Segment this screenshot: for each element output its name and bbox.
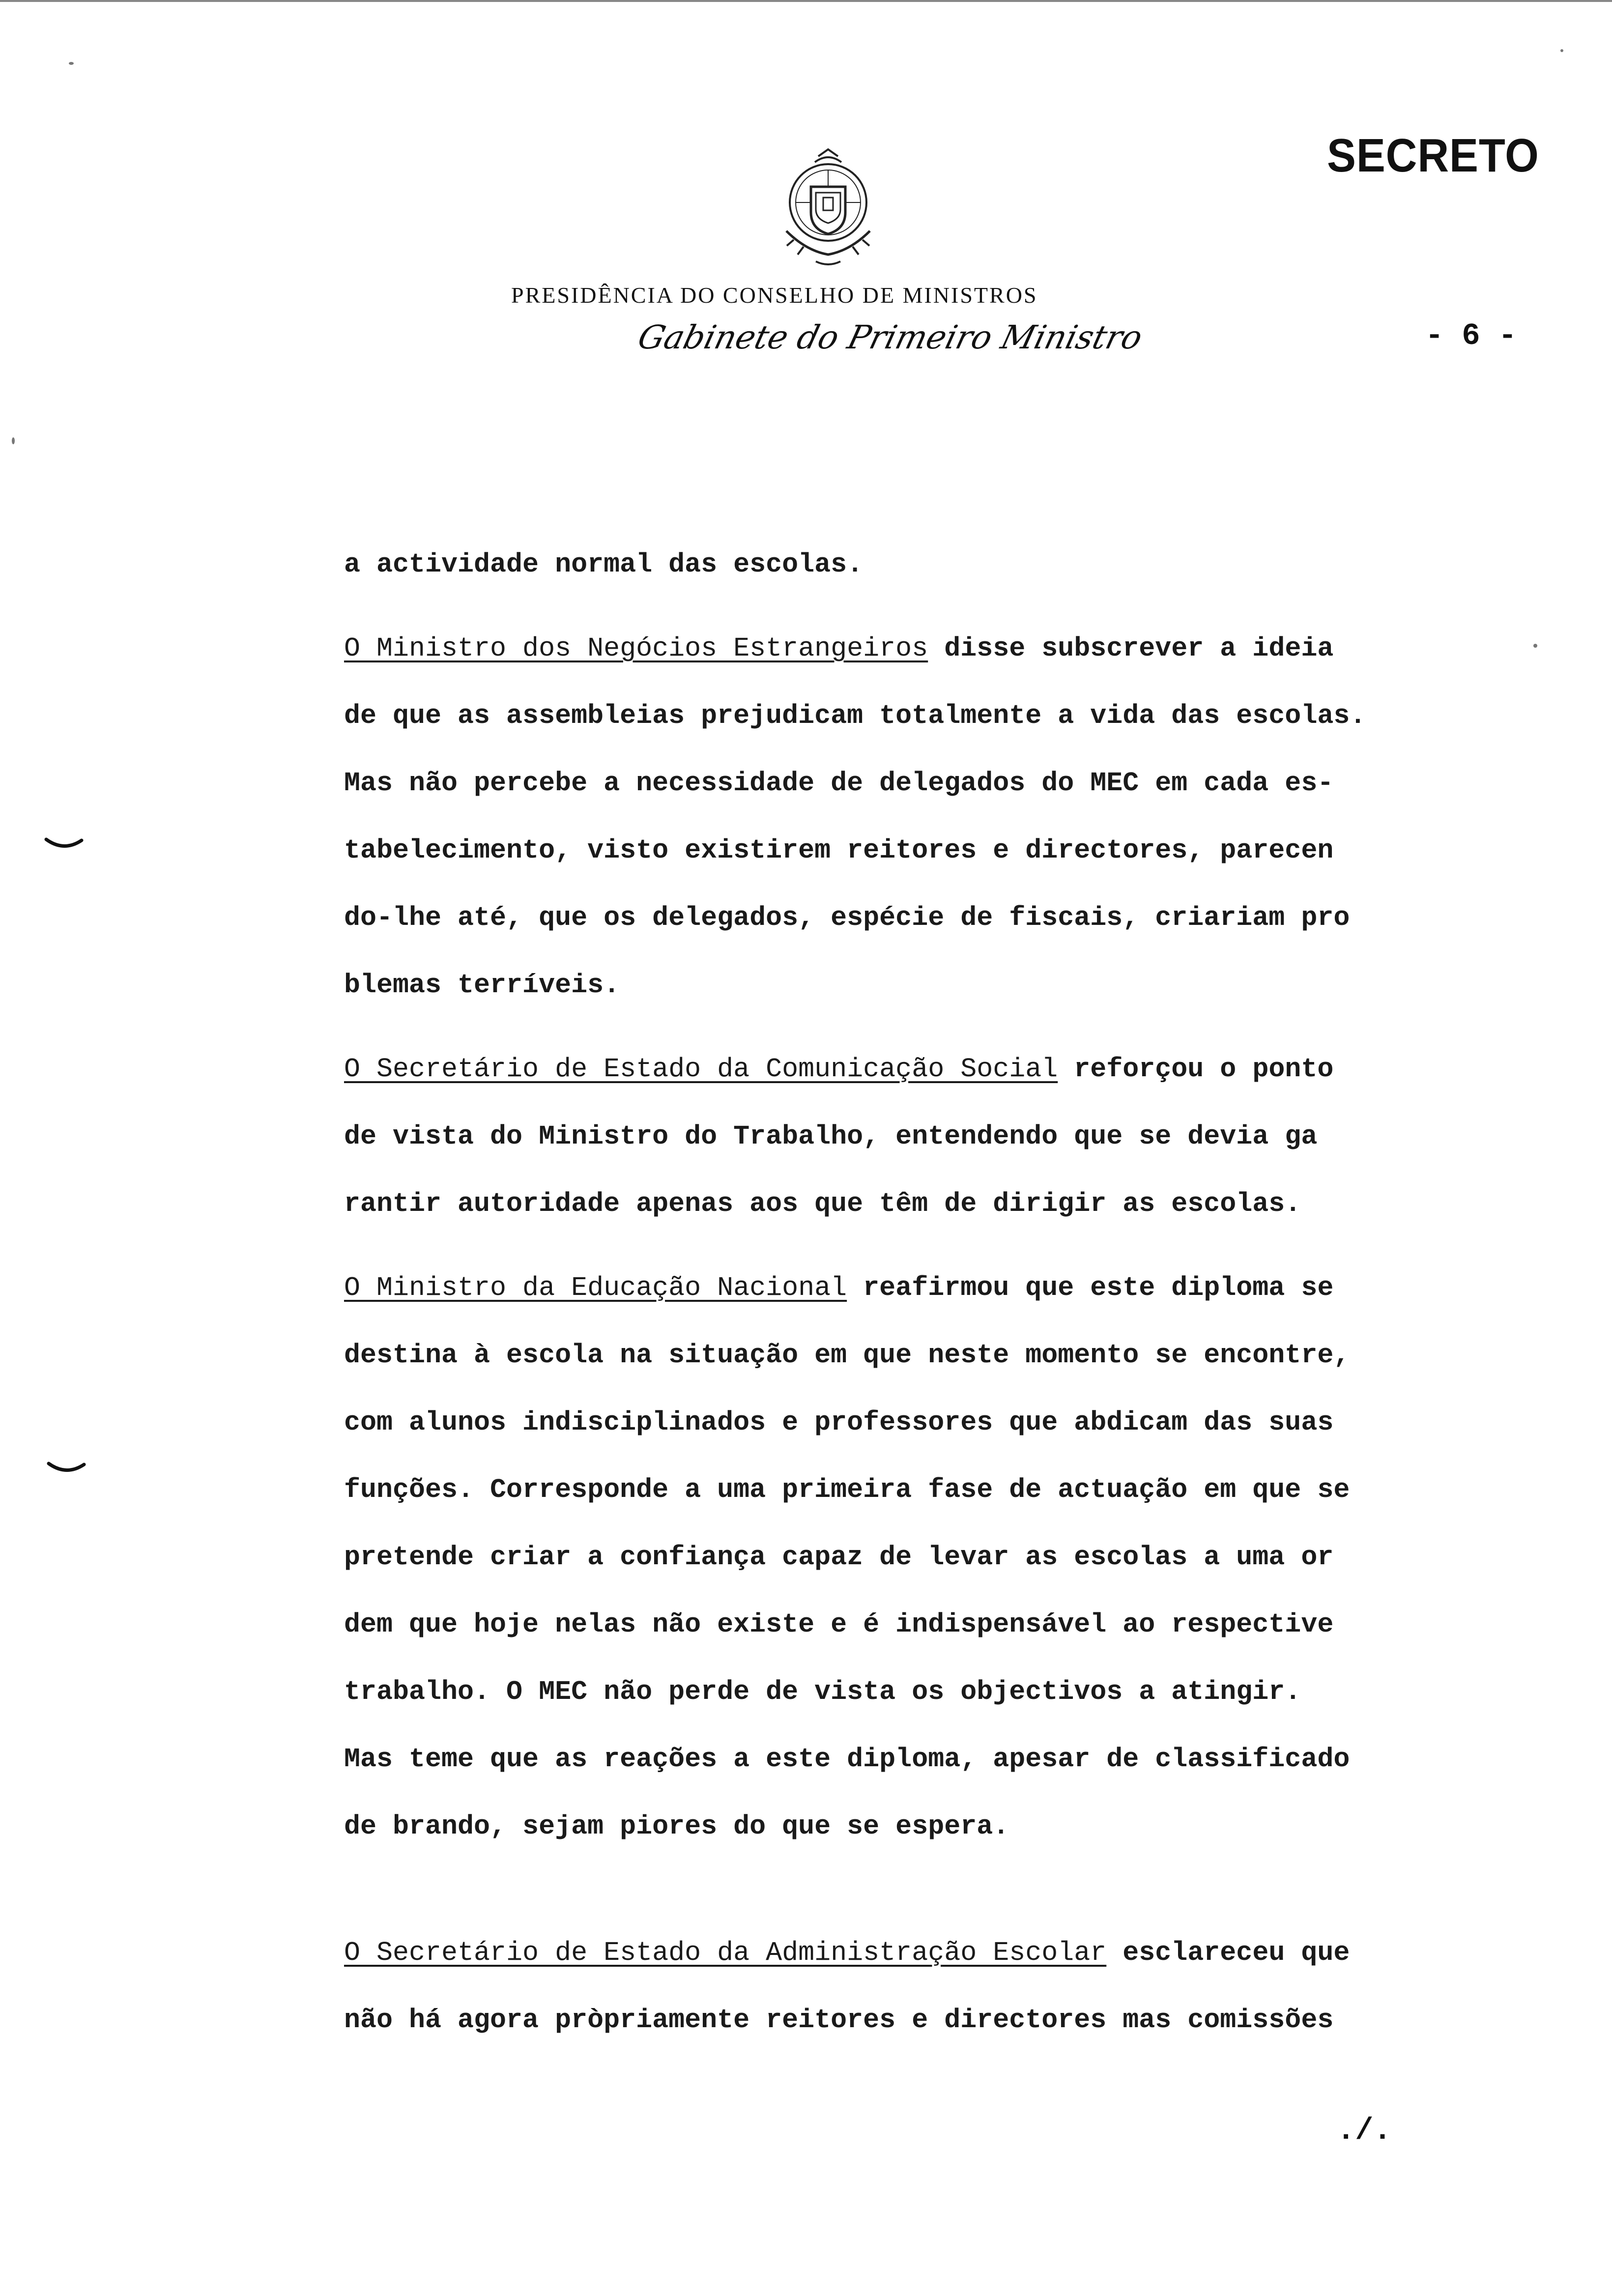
speaker-name: O Secretário de Estado da Comunicação Social — [344, 1054, 1058, 1085]
office-title: PRESIDÊNCIA DO CONSELHO DE MINISTROS — [511, 283, 1038, 308]
speaker-name: O Ministro da Educação Nacional — [344, 1272, 847, 1303]
text-line — [344, 1919, 1494, 1986]
text-line: pretende criar a confiança capaz de levar as escolas a uma or — [344, 1542, 1334, 1573]
paragraph-social-communication — [344, 1035, 1494, 1237]
paragraph-school-administration — [344, 1919, 1494, 2054]
margin-punch-mark — [44, 835, 84, 855]
text-line: de brando, sejam piores do que se espera. — [344, 1811, 1009, 1842]
text-line: tabelecimento, visto existirem reitores e directores, parecen — [344, 835, 1334, 866]
text-line: blemas terríveis. — [344, 970, 620, 1001]
text-line: trabalho. O MEC não perde de vista os objectivos a atingir. — [344, 1676, 1301, 1707]
paragraph-opening — [344, 531, 1494, 598]
line-text: esclareceu que — [1106, 1937, 1350, 1968]
line-text: disse subscrever a ideia — [928, 633, 1334, 664]
speaker-name: O Ministro dos Negócios Estrangeiros — [344, 633, 928, 664]
classification-stamp: SECRETO — [1327, 129, 1539, 182]
text-line: com alunos indisciplinados e professores que abdicam das suas — [344, 1407, 1334, 1438]
minutes-body — [344, 531, 1494, 2054]
scan-speck — [69, 62, 74, 65]
speaker-name: O Secretário de Estado da Administração Escolar — [344, 1937, 1107, 1968]
text-line: Mas teme que as reações a este diploma, apesar de classificado — [344, 1744, 1350, 1775]
text-line: rantir autoridade apenas aos que têm de dirigir as escolas. — [344, 1188, 1301, 1219]
scan-speck — [1533, 644, 1537, 648]
text-line: destina à escola na situação em que neste momento se encontre, — [344, 1340, 1350, 1371]
top-edge-rule — [0, 0, 1612, 2]
office-subtitle: Gabinete do Primeiro Ministro — [634, 318, 1147, 356]
text-line: de que as assembleias prejudicam totalmente a vida das escolas. — [344, 700, 1366, 731]
text-line — [344, 1035, 1494, 1103]
paragraph-national-education — [344, 1254, 1494, 1860]
text-line — [344, 1254, 1494, 1321]
text-line: Mas não percebe a necessidade de delegados do MEC em cada es- — [344, 768, 1334, 799]
text-line: de vista do Ministro do Trabalho, entendendo que se devia ga — [344, 1121, 1318, 1152]
scan-speck — [12, 437, 15, 444]
margin-punch-mark — [47, 1460, 86, 1479]
scan-speck — [1560, 49, 1563, 52]
coat-of-arms-emblem — [767, 147, 890, 270]
text-line: não há agora pròpriamente reitores e directores mas comissões — [344, 2005, 1334, 2036]
page-number: - 6 - — [1425, 318, 1517, 353]
continuation-mark: ./. — [1337, 2113, 1392, 2148]
text-line: do-lhe até, que os delegados, espécie de fiscais, criariam pro — [344, 902, 1350, 933]
text-line: a actividade normal das escolas. — [344, 549, 864, 580]
text-line: funções. Corresponde a uma primeira fase de actuação em que se — [344, 1474, 1350, 1505]
text-line: dem que hoje nelas não existe e é indispensável ao respective — [344, 1609, 1334, 1640]
paragraph-foreign-affairs — [344, 615, 1494, 1019]
line-text: reforçou o ponto — [1058, 1054, 1334, 1085]
text-line — [344, 615, 1494, 682]
line-text: reafirmou que este diploma se — [847, 1272, 1334, 1303]
